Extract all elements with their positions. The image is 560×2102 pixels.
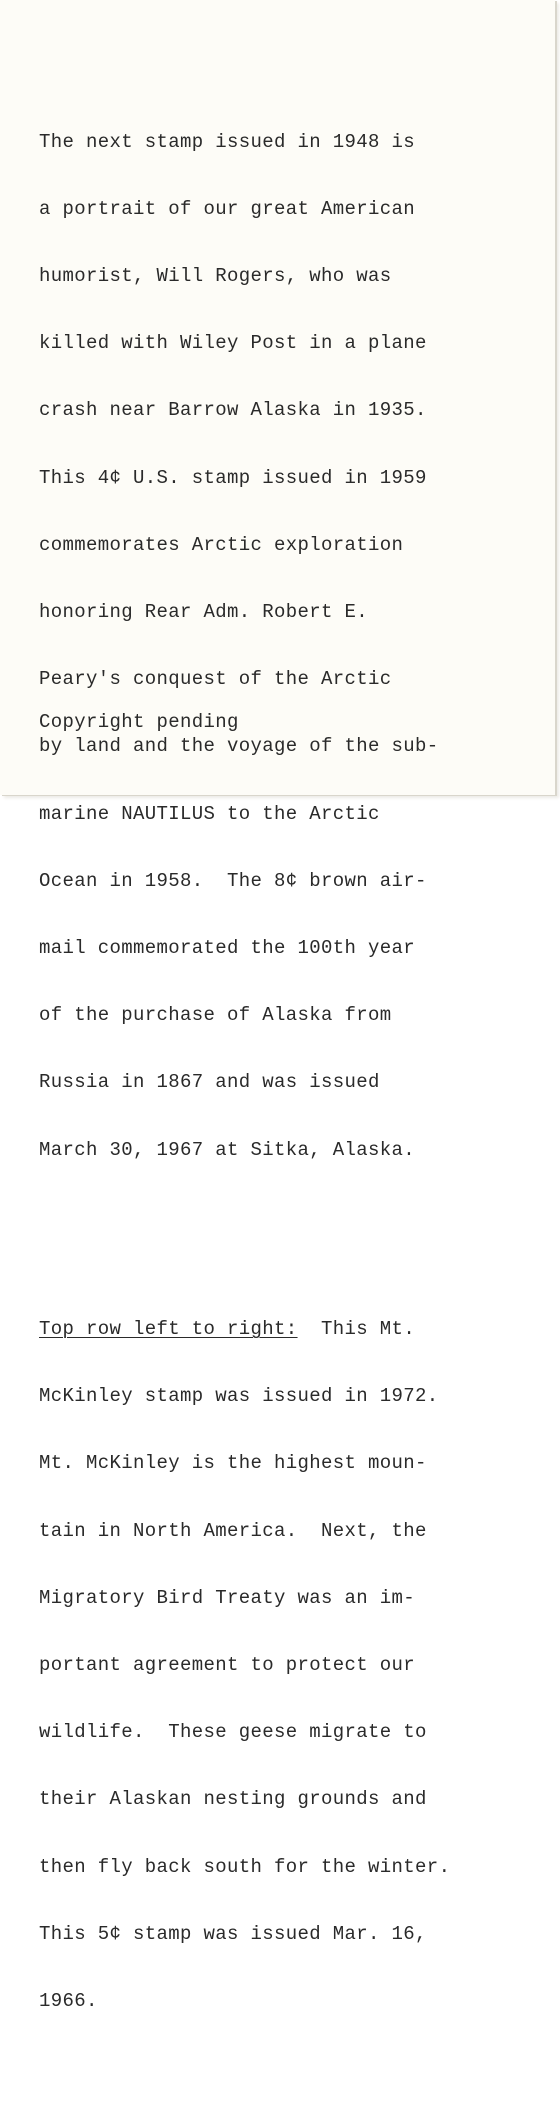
text-line: Peary's conquest of the Arctic <box>39 668 392 691</box>
text-line: crash near Barrow Alaska in 1935. <box>39 399 427 422</box>
text-line: This 5¢ stamp was issued Mar. 16, <box>39 1922 427 1945</box>
text-line: wildlife. These geese migrate to <box>39 1721 427 1744</box>
text-line: a portrait of our great American <box>39 197 416 220</box>
text-line: portant agreement to protect our <box>39 1653 416 1676</box>
typed-text-body <box>39 41 539 2102</box>
text-line: The next stamp issued in 1948 is <box>39 130 416 153</box>
text-fragment: This Mt. <box>297 1317 416 1340</box>
paragraph-stamp-history <box>39 86 539 1206</box>
section-heading: Top row left to right: <box>39 1317 298 1340</box>
text-line: marine NAUTILUS to the Arctic <box>39 802 380 825</box>
text-line: Russia in 1867 and was issued <box>39 1071 380 1094</box>
text-line-with-heading <box>39 1318 539 1340</box>
text-line: mail commemorated the 100th year <box>39 937 416 960</box>
paragraph-top-row <box>39 1273 539 2057</box>
text-line: killed with Wiley Post in a plane <box>39 332 427 355</box>
text-line: March 30, 1967 at Sitka, Alaska. <box>39 1138 416 1161</box>
text-line: 1966. <box>39 1989 98 2012</box>
text-line: Migratory Bird Treaty was an im- <box>39 1586 416 1609</box>
copyright-notice: Copyright pending <box>39 711 239 733</box>
text-line: tain in North America. Next, the <box>39 1519 427 1542</box>
text-line: by land and the voyage of the sub- <box>39 735 439 758</box>
text-line: Mt. McKinley is the highest moun- <box>39 1452 427 1475</box>
text-line: their Alaskan nesting grounds and <box>39 1788 427 1811</box>
text-line: of the purchase of Alaska from <box>39 1004 392 1027</box>
text-line: This 4¢ U.S. stamp issued in 1959 <box>39 466 427 489</box>
text-line: Ocean in 1958. The 8¢ brown air- <box>39 869 427 892</box>
text-line: commemorates Arctic exploration <box>39 533 404 556</box>
text-line: humorist, Will Rogers, who was <box>39 265 392 288</box>
text-line: honoring Rear Adm. Robert E. <box>39 601 369 624</box>
text-line: McKinley stamp was issued in 1972. <box>39 1385 439 1408</box>
text-line: then fly back south for the winter. <box>39 1855 451 1878</box>
